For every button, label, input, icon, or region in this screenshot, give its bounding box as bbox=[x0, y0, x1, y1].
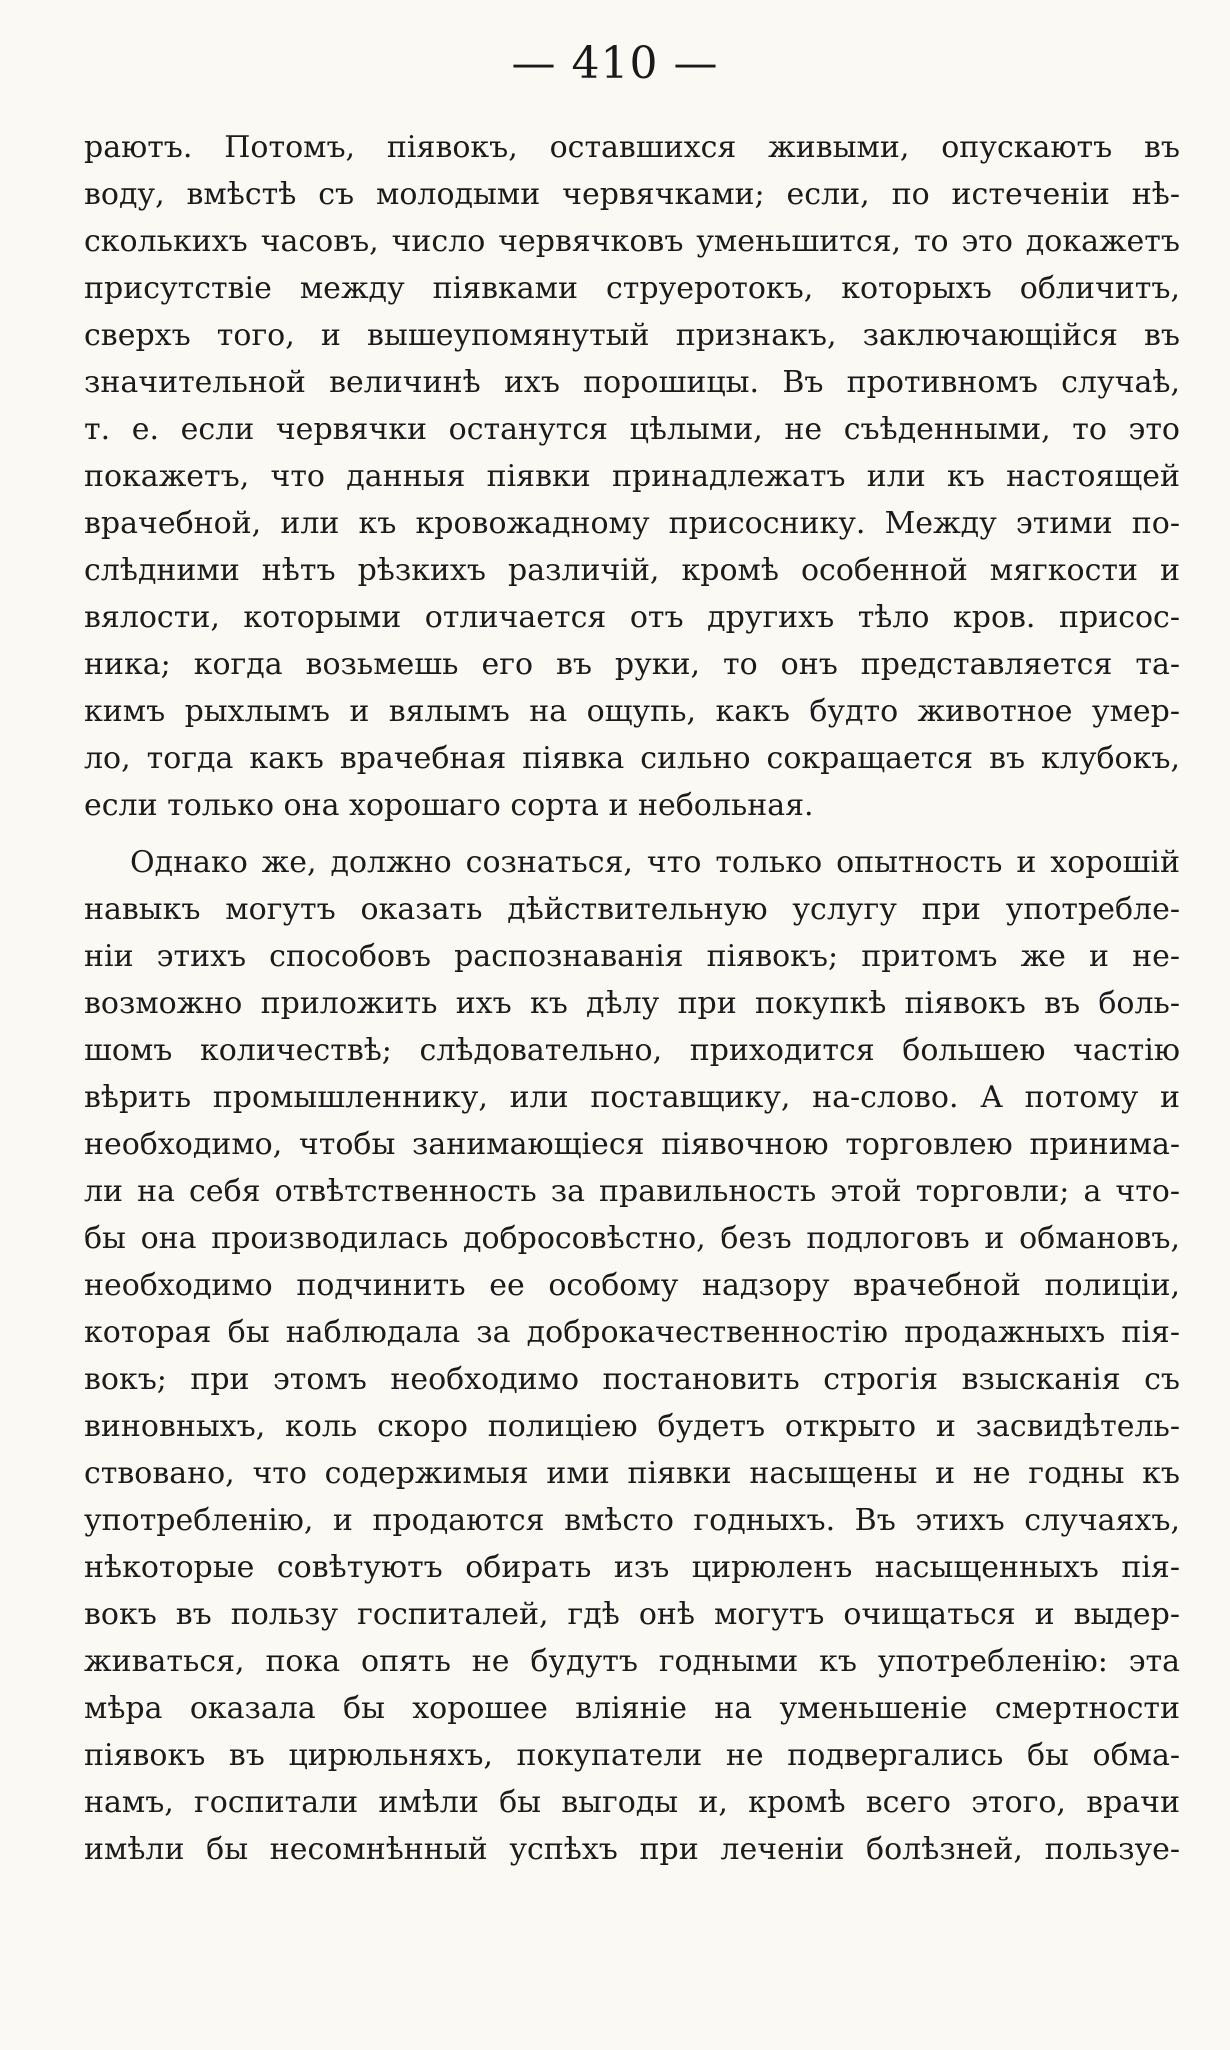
text-line: кимъ рыхлымъ и вялымъ на ощупь, какъ будто животное умер- bbox=[84, 694, 1180, 729]
text-line: необходимо, чтобы занимающіеся піявочною торговлею принима- bbox=[84, 1127, 1180, 1162]
text-line: намъ, госпитали имѣли бы выгоды и, кромѣ всего этого, врачи bbox=[84, 1785, 1180, 1820]
text-line: нѣкоторые совѣтуютъ обирать изъ цирюленъ насыщенныхъ пія- bbox=[84, 1550, 1180, 1585]
text-line: воду, вмѣстѣ съ молодыми червячками; если, по истеченіи нѣ- bbox=[84, 177, 1180, 212]
text-line: шомъ количествѣ; слѣдовательно, приходится большею частію bbox=[84, 1033, 1180, 1068]
text-line: имѣли бы несомнѣнный успѣхъ при леченіи болѣзней, пользуе- bbox=[84, 1832, 1180, 1867]
text-line: которая бы наблюдала за доброкачественностію продажныхъ пія- bbox=[84, 1315, 1180, 1350]
text-line: вокъ; при этомъ необходимо постановить строгія взысканія съ bbox=[84, 1362, 1180, 1397]
text-line: вокъ въ пользу госпиталей, гдѣ онѣ могутъ очищаться и выдер- bbox=[84, 1597, 1180, 1632]
text-line: ло, тогда какъ врачебная піявка сильно сокращается въ клубокъ, bbox=[84, 741, 1180, 776]
paragraph-2 bbox=[84, 839, 1180, 1873]
text-line: виновныхъ, коль скоро полиціею будетъ открыто и засвидѣтель- bbox=[84, 1409, 1180, 1444]
paragraph-1 bbox=[84, 124, 1180, 829]
text-line: раютъ. Потомъ, піявокъ, оставшихся живыми, опускаютъ въ bbox=[84, 130, 1180, 165]
text-line: если только она хорошаго сорта и небольная. bbox=[84, 788, 814, 823]
text-line: ника; когда возьмешь его въ руки, то онъ представляется та- bbox=[84, 647, 1180, 682]
text-line: вѣрить промышленнику, или поставщику, на-слово. А потому и bbox=[84, 1080, 1180, 1115]
text-line: присутствіе между піявками струеротокъ, которыхъ обличитъ, bbox=[84, 271, 1180, 306]
paragraph-gap bbox=[84, 829, 1180, 839]
text-line: навыкъ могутъ оказать дѣйствительную услугу при употребле- bbox=[84, 892, 1180, 927]
text-line: Однако же, должно сознаться, что только опытность и хорошій bbox=[130, 845, 1180, 880]
page-number: — 410 — bbox=[511, 38, 719, 89]
text-line: возможно приложить ихъ къ дѣлу при покупкѣ піявокъ въ боль- bbox=[84, 986, 1180, 1021]
text-line: покажетъ, что данныя піявки принадлежатъ или къ настоящей bbox=[84, 459, 1180, 494]
text-line: живаться, пока опять не будутъ годными къ употребленію: эта bbox=[84, 1644, 1180, 1679]
text-line: необходимо подчинить ее особому надзору врачебной полиціи, bbox=[84, 1268, 1180, 1303]
text-line: ніи этихъ способовъ распознаванія піявокъ; притомъ же и не- bbox=[84, 939, 1180, 974]
text-line: ли на себя отвѣтственность за правильность этой торговли; а что- bbox=[84, 1174, 1180, 1209]
text-line: значительной величинѣ ихъ порошицы. Въ противномъ случаѣ, bbox=[84, 365, 1180, 400]
text-line: слѣдними нѣтъ рѣзкихъ различій, кромѣ особенной мягкости и bbox=[84, 553, 1180, 588]
text-line: врачебной, или къ кровожадному присоснику. Между этими по- bbox=[84, 506, 1180, 541]
text-line: ствовано, что содержимыя ими піявки насыщены и не годны къ bbox=[84, 1456, 1180, 1491]
text-line: т. е. если червячки останутся цѣлыми, не съѣденными, то это bbox=[84, 412, 1180, 447]
text-line: піявокъ въ цирюльняхъ, покупатели не подвергались бы обма- bbox=[84, 1738, 1180, 1773]
text-line: бы она производилась добросовѣстно, безъ подлоговъ и обмановъ, bbox=[84, 1221, 1180, 1256]
text-line: сверхъ того, и вышеупомянутый признакъ, заключающійся въ bbox=[84, 318, 1180, 353]
text-line: мѣра оказала бы хорошее вліяніе на уменьшеніе смертности bbox=[84, 1691, 1180, 1726]
text-line: сколькихъ часовъ, число червячковъ уменьшится, то это докажетъ bbox=[84, 224, 1180, 259]
text-line: употребленію, и продаются вмѣсто годныхъ. Въ этихъ случаяхъ, bbox=[84, 1503, 1180, 1538]
body-text bbox=[84, 124, 1180, 1873]
text-line: вялости, которыми отличается отъ другихъ тѣло кров. присос- bbox=[84, 600, 1180, 635]
